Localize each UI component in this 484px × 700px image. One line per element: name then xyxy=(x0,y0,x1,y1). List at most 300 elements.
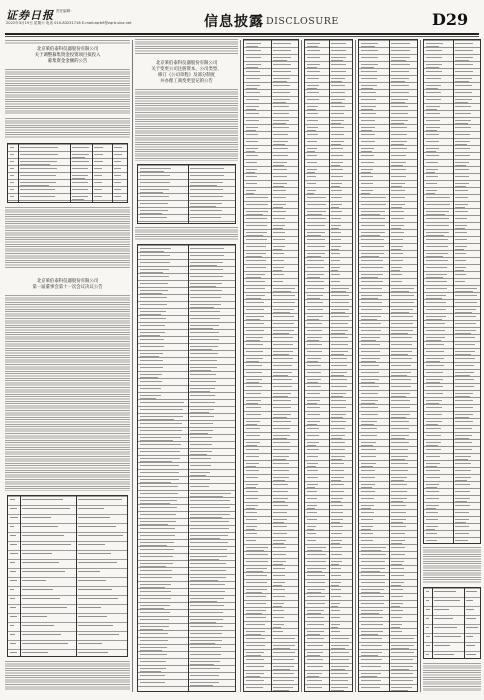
cell-text xyxy=(391,533,406,534)
cell-text xyxy=(331,519,343,520)
cell-text xyxy=(331,687,348,688)
cell-text xyxy=(72,178,85,179)
cell-text xyxy=(361,466,373,467)
cell-text xyxy=(455,197,469,198)
cell-text xyxy=(361,365,380,366)
cell-text xyxy=(140,388,162,389)
cell-text xyxy=(273,253,285,254)
cell-text xyxy=(246,109,257,110)
cell-text xyxy=(361,288,383,289)
cell-text xyxy=(190,290,222,291)
cell-text xyxy=(426,302,447,303)
cell-text xyxy=(331,302,349,303)
cell-text xyxy=(190,500,231,501)
cell-text xyxy=(273,249,283,250)
cell-text xyxy=(331,501,341,502)
cell-text xyxy=(307,477,318,478)
cell-text xyxy=(140,213,163,214)
cell-text xyxy=(361,617,384,618)
cell-text xyxy=(246,151,256,152)
cell-text xyxy=(273,323,294,324)
cell-text xyxy=(455,316,477,317)
column-2 xyxy=(135,39,238,694)
cell-text xyxy=(361,134,375,135)
cell-text xyxy=(246,652,265,653)
cell-text xyxy=(10,571,16,572)
cell-text xyxy=(190,332,219,333)
cell-text xyxy=(455,64,473,65)
cell-text xyxy=(246,540,257,541)
cell-text xyxy=(307,421,320,422)
cell-text xyxy=(10,562,15,563)
cell-text xyxy=(426,78,442,79)
cell-text xyxy=(307,634,321,635)
cell-text xyxy=(391,365,412,366)
cell-text xyxy=(273,85,291,86)
cell-text xyxy=(331,295,350,296)
cell-text xyxy=(466,645,475,646)
cell-text xyxy=(307,358,322,359)
cell-text xyxy=(140,584,172,585)
cell-text xyxy=(426,365,444,366)
cell-text xyxy=(391,589,404,590)
cell-text xyxy=(307,92,319,93)
cell-text xyxy=(391,659,414,660)
cell-text xyxy=(331,354,345,355)
cell-text xyxy=(426,361,441,362)
cell-text xyxy=(307,386,321,387)
cell-text xyxy=(391,225,404,226)
masthead-rule xyxy=(5,33,479,35)
cell-text xyxy=(426,526,438,527)
cell-text xyxy=(361,491,375,492)
cell-text xyxy=(140,304,167,305)
cell-text xyxy=(78,499,122,500)
cell-text xyxy=(426,393,443,394)
cell-text xyxy=(361,400,379,401)
cell-text xyxy=(140,203,169,204)
cell-text xyxy=(273,337,294,338)
cell-text xyxy=(426,463,441,464)
cell-text xyxy=(466,609,475,610)
cell-text xyxy=(273,582,285,583)
cell-text xyxy=(307,554,327,555)
cell-text xyxy=(190,486,210,487)
cell-text xyxy=(331,648,346,649)
cell-text xyxy=(140,283,169,284)
cell-text xyxy=(331,505,344,506)
cell-text xyxy=(307,148,318,149)
cell-text xyxy=(426,309,446,310)
cell-text xyxy=(455,337,476,338)
cell-text xyxy=(246,295,265,296)
cell-text xyxy=(426,636,430,637)
cell-text xyxy=(140,647,168,648)
cell-text xyxy=(307,141,318,142)
cell-text xyxy=(140,398,157,399)
cell-text xyxy=(455,491,471,492)
cell-text xyxy=(361,64,378,65)
cell-text xyxy=(455,533,469,534)
cell-text xyxy=(273,43,292,44)
cell-text xyxy=(391,302,414,303)
cell-text xyxy=(331,333,345,334)
cell-text xyxy=(78,580,106,581)
cell-text xyxy=(426,386,443,387)
cell-text xyxy=(331,617,340,618)
cell-text xyxy=(455,449,472,450)
cell-text xyxy=(140,542,175,543)
cell-text xyxy=(307,484,318,485)
cell-text xyxy=(426,316,446,317)
cell-text xyxy=(140,650,162,651)
cell-text xyxy=(434,600,461,601)
cell-text xyxy=(246,596,267,597)
cell-text xyxy=(307,309,323,310)
cell-text xyxy=(78,598,119,599)
cell-text xyxy=(10,526,15,527)
cell-text xyxy=(426,109,438,110)
cell-text xyxy=(246,582,267,583)
cell-text xyxy=(426,618,429,619)
cell-text xyxy=(331,176,343,177)
cell-text xyxy=(426,627,429,628)
cell-text xyxy=(190,507,230,508)
cell-text xyxy=(434,609,450,610)
cell-text xyxy=(307,372,321,373)
cell-text xyxy=(273,78,291,79)
body-text xyxy=(423,547,481,583)
cell-text xyxy=(114,168,122,169)
cell-text xyxy=(391,344,413,345)
announcement-title: 北京莱伯泰科仪器股份有限公司 关于调整募集资金投资项目拟投入 募集资金金额的公告 xyxy=(34,47,101,64)
cell-text xyxy=(307,99,319,100)
cell-text xyxy=(331,543,340,544)
cell-text xyxy=(190,307,215,308)
cell-text xyxy=(20,185,49,186)
cell-text xyxy=(273,652,295,653)
cell-text xyxy=(273,589,285,590)
cell-text xyxy=(10,517,18,518)
cell-text xyxy=(190,265,217,266)
cell-text xyxy=(246,529,255,530)
cell-text xyxy=(273,666,295,667)
articles-amendment-table xyxy=(137,244,236,692)
cell-text xyxy=(72,168,89,169)
cell-text xyxy=(307,470,319,471)
cell-text xyxy=(434,627,457,628)
cell-text xyxy=(246,253,267,254)
cell-text xyxy=(426,351,445,352)
cell-text xyxy=(140,377,158,378)
cell-text xyxy=(140,318,166,319)
cell-text xyxy=(426,466,438,467)
cell-text xyxy=(434,591,457,592)
section-title-en: DISCLOSURE xyxy=(266,16,339,27)
column-3 xyxy=(243,39,299,694)
cell-text xyxy=(426,400,443,401)
cell-text xyxy=(391,169,406,170)
cell-text xyxy=(273,379,292,380)
cell-text xyxy=(391,435,409,436)
cell-text xyxy=(22,571,66,572)
cell-text xyxy=(331,337,348,338)
cell-text xyxy=(246,99,260,100)
cell-text xyxy=(391,183,406,184)
cell-text xyxy=(114,161,122,162)
cell-text xyxy=(426,197,450,198)
cell-text xyxy=(273,71,291,72)
cell-text xyxy=(307,680,323,681)
cell-text xyxy=(331,186,340,187)
cell-text xyxy=(140,675,166,676)
cell-text xyxy=(361,470,376,471)
cell-text xyxy=(331,386,347,387)
cell-text xyxy=(391,421,410,422)
cell-text xyxy=(361,655,378,656)
cell-text xyxy=(391,148,407,149)
cell-text xyxy=(190,286,216,287)
cell-text xyxy=(273,186,284,187)
cell-text xyxy=(307,288,324,289)
cell-text xyxy=(78,526,117,527)
cell-text xyxy=(391,438,406,439)
cell-text xyxy=(246,421,261,422)
cell-text xyxy=(331,81,343,82)
cell-text xyxy=(307,466,316,467)
cell-text xyxy=(391,176,406,177)
cell-text xyxy=(140,189,170,190)
cell-text xyxy=(331,526,343,527)
cell-text xyxy=(22,616,47,617)
cell-text xyxy=(273,358,293,359)
cell-text xyxy=(391,417,406,418)
cell-text xyxy=(78,571,100,572)
cell-text xyxy=(273,218,286,219)
cell-text xyxy=(273,123,286,124)
cell-text xyxy=(140,535,175,536)
cell-text xyxy=(307,162,317,163)
column-divider xyxy=(355,40,356,692)
cell-text xyxy=(361,127,376,128)
cell-text xyxy=(426,172,436,173)
cell-text xyxy=(361,680,381,681)
cell-text xyxy=(190,349,213,350)
cell-text xyxy=(391,456,409,457)
cell-text xyxy=(140,549,174,550)
editor-credit: 责任编辑： xyxy=(56,9,74,13)
cell-text xyxy=(331,134,344,135)
cell-text xyxy=(455,295,477,296)
cell-text xyxy=(140,605,171,606)
cell-text xyxy=(140,458,180,459)
cell-text xyxy=(22,589,53,590)
cell-text xyxy=(190,584,226,585)
cell-text xyxy=(140,353,164,354)
cell-text xyxy=(273,631,284,632)
cell-text xyxy=(361,638,383,639)
cell-text xyxy=(78,562,118,563)
cell-text xyxy=(426,141,440,142)
cell-text xyxy=(246,340,260,341)
cell-text xyxy=(273,673,294,674)
cell-text xyxy=(22,553,52,554)
cell-text xyxy=(140,367,163,368)
cell-text xyxy=(391,102,405,103)
cell-text xyxy=(190,451,212,452)
cell-text xyxy=(331,575,342,576)
cell-text xyxy=(331,78,346,79)
cell-text xyxy=(426,491,440,492)
cell-text xyxy=(140,248,171,249)
cell-text xyxy=(246,561,268,562)
cell-text xyxy=(391,295,414,296)
cell-text xyxy=(273,330,294,331)
cell-text xyxy=(331,522,341,523)
cell-text xyxy=(331,484,344,485)
cell-text xyxy=(246,281,266,282)
cell-text xyxy=(455,123,468,124)
cell-text xyxy=(361,673,382,674)
cell-text xyxy=(391,449,409,450)
cell-text xyxy=(307,246,325,247)
masthead-rule-thin xyxy=(5,36,479,37)
cell-text xyxy=(114,182,122,183)
cell-text xyxy=(190,514,230,515)
cell-text xyxy=(331,270,339,271)
cell-text xyxy=(140,210,168,211)
cell-text xyxy=(307,645,324,646)
cell-text xyxy=(426,295,447,296)
cell-text xyxy=(273,491,289,492)
cell-text xyxy=(307,540,316,541)
cell-text xyxy=(426,134,440,135)
cell-text xyxy=(331,260,341,261)
cell-text xyxy=(426,260,448,261)
cell-text xyxy=(455,291,473,292)
cell-text xyxy=(391,85,409,86)
cell-text xyxy=(273,456,290,457)
cell-text xyxy=(426,600,430,601)
cell-text xyxy=(246,519,258,520)
cell-text xyxy=(331,585,339,586)
cell-text xyxy=(455,414,473,415)
cell-text xyxy=(190,360,218,361)
cell-text xyxy=(391,459,405,460)
cell-text xyxy=(307,127,318,128)
cell-text xyxy=(246,64,261,65)
cell-text xyxy=(391,113,408,114)
cell-text xyxy=(391,407,410,408)
cell-text xyxy=(10,625,14,626)
cell-text xyxy=(331,690,345,691)
body-text xyxy=(5,661,130,691)
cell-text xyxy=(455,228,465,229)
cell-text xyxy=(273,459,286,460)
body-text xyxy=(135,89,238,161)
cell-text xyxy=(273,442,290,443)
cell-text xyxy=(190,409,215,410)
cell-text xyxy=(426,407,443,408)
cell-text xyxy=(361,386,379,387)
cell-text xyxy=(391,585,401,586)
cell-text xyxy=(361,302,382,303)
cell-text xyxy=(273,414,291,415)
cell-text xyxy=(10,147,15,148)
cell-text xyxy=(246,162,258,163)
cell-text xyxy=(190,538,221,539)
cell-text xyxy=(391,603,403,604)
cell-text xyxy=(307,218,326,219)
cell-text xyxy=(391,666,414,667)
cell-text xyxy=(361,109,373,110)
cell-text xyxy=(140,556,174,557)
cell-text xyxy=(273,309,295,310)
data-table xyxy=(7,143,128,203)
cell-text xyxy=(140,374,163,375)
cell-text xyxy=(307,232,326,233)
cell-text xyxy=(273,449,290,450)
cell-text xyxy=(455,225,468,226)
cell-text xyxy=(10,175,14,176)
cell-text xyxy=(273,690,290,691)
cell-text xyxy=(140,521,176,522)
cell-text xyxy=(190,388,216,389)
cell-text xyxy=(307,267,325,268)
cell-text xyxy=(246,435,260,436)
cell-text xyxy=(246,316,264,317)
cell-text xyxy=(426,232,449,233)
cell-text xyxy=(307,302,324,303)
cell-text xyxy=(22,535,65,536)
cell-text xyxy=(455,375,471,376)
cell-text xyxy=(140,668,166,669)
cell-text xyxy=(455,501,467,502)
cell-text xyxy=(455,519,470,520)
cell-text xyxy=(140,626,169,627)
cell-text xyxy=(426,85,442,86)
cell-text xyxy=(391,127,408,128)
cell-text xyxy=(361,575,385,576)
cell-text xyxy=(391,648,410,649)
cell-text xyxy=(94,154,103,155)
cell-text xyxy=(307,547,327,548)
cell-text xyxy=(391,428,410,429)
cell-text xyxy=(190,391,211,392)
cell-text xyxy=(331,638,350,639)
cell-text xyxy=(307,340,319,341)
cell-text xyxy=(114,189,121,190)
cell-text xyxy=(273,50,292,51)
cell-text xyxy=(307,676,320,677)
cell-text xyxy=(307,666,323,667)
cell-text xyxy=(140,500,178,501)
cell-text xyxy=(331,627,338,628)
cell-text xyxy=(273,680,294,681)
cell-text xyxy=(307,274,324,275)
cell-text xyxy=(273,396,288,397)
cell-text xyxy=(190,374,217,375)
cell-text xyxy=(455,421,473,422)
cell-text xyxy=(391,92,409,93)
cell-text xyxy=(307,603,325,604)
cell-text xyxy=(361,148,375,149)
cell-text xyxy=(307,204,327,205)
cell-text xyxy=(307,64,320,65)
cell-text xyxy=(246,232,267,233)
cell-text xyxy=(361,652,382,653)
cell-text xyxy=(273,183,287,184)
